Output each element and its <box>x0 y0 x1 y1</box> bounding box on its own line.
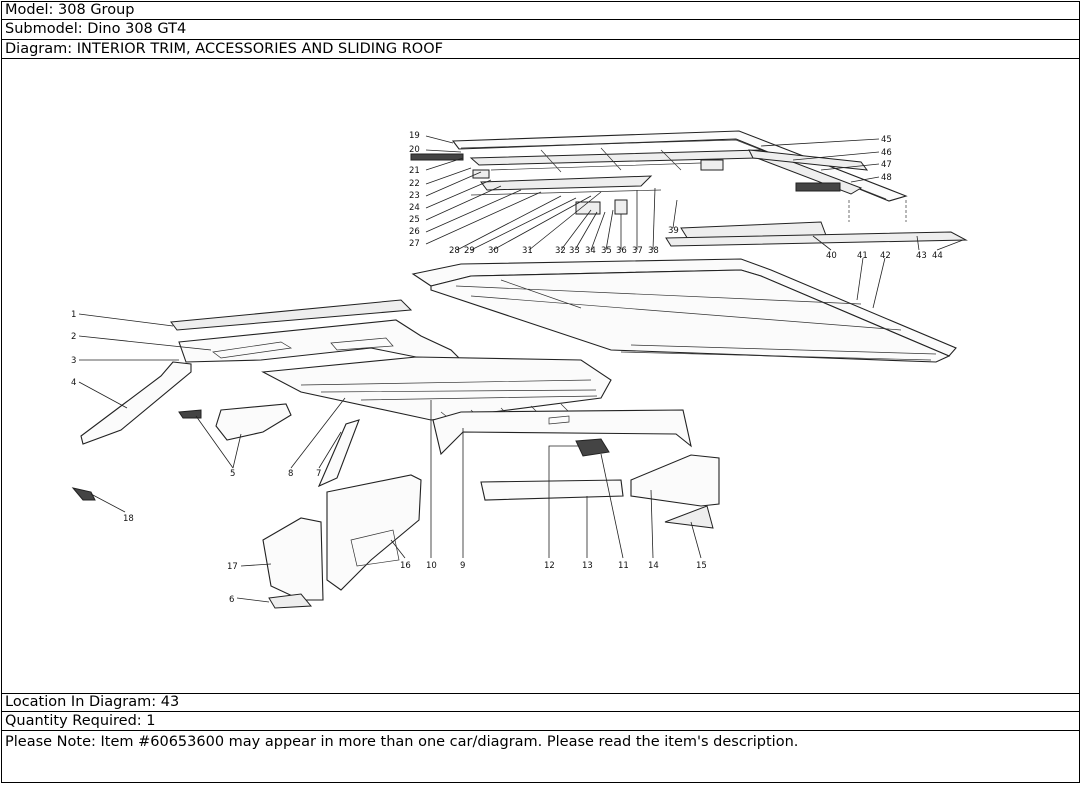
callout-40: 40 <box>826 251 837 261</box>
callout-32: 32 <box>555 246 566 256</box>
callout-12: 12 <box>544 561 555 571</box>
callout-29: 29 <box>464 246 475 256</box>
callout-39: 39 <box>668 226 679 236</box>
callout-20: 20 <box>409 145 420 155</box>
callout-14: 14 <box>648 561 659 571</box>
callout-38: 38 <box>648 246 659 256</box>
callout-41: 41 <box>857 251 868 261</box>
callout-1: 1 <box>71 310 77 320</box>
diagram-title: Diagram: INTERIOR TRIM, ACCESSORIES AND SLIDING ROOF <box>1 40 1080 59</box>
callout-27: 27 <box>409 239 420 249</box>
callout-6: 6 <box>229 595 235 605</box>
callout-4: 4 <box>71 378 77 388</box>
callout-9: 9 <box>460 561 466 571</box>
callout-45: 45 <box>881 135 892 145</box>
callout-17: 17 <box>227 562 238 572</box>
model-line: Model: 308 Group <box>1 1 1080 20</box>
callout-42: 42 <box>880 251 891 261</box>
callout-35: 35 <box>601 246 612 256</box>
callout-8: 8 <box>288 469 294 479</box>
callout-25: 25 <box>409 215 420 225</box>
callout-48: 48 <box>881 173 892 183</box>
callout-24: 24 <box>409 203 420 213</box>
location-in-diagram: Location In Diagram: 43 <box>1 693 1080 712</box>
callout-11: 11 <box>618 561 629 571</box>
callout-3: 3 <box>71 356 77 366</box>
callout-18: 18 <box>123 514 134 524</box>
roof-panel <box>413 259 956 362</box>
callout-46: 46 <box>881 148 892 158</box>
callout-7: 7 <box>316 469 322 479</box>
callout-43: 43 <box>916 251 927 261</box>
callout-31: 31 <box>522 246 533 256</box>
callout-30: 30 <box>488 246 499 256</box>
callout-33: 33 <box>569 246 580 256</box>
callout-36: 36 <box>616 246 627 256</box>
callout-44: 44 <box>932 251 943 261</box>
callout-13: 13 <box>582 561 593 571</box>
parts-diagram-drawing <box>1 59 1080 693</box>
callout-10: 10 <box>426 561 437 571</box>
callout-21: 21 <box>409 166 420 176</box>
callout-37: 37 <box>632 246 643 256</box>
callout-16: 16 <box>400 561 411 571</box>
callout-34: 34 <box>585 246 596 256</box>
callout-5: 5 <box>230 469 236 479</box>
item-note: Please Note: Item #60653600 may appear in more than one car/diagram. Please read the item's description. <box>5 734 799 750</box>
callout-2: 2 <box>71 332 77 342</box>
callout-28: 28 <box>449 246 460 256</box>
callout-26: 26 <box>409 227 420 237</box>
submodel-line: Submodel: Dino 308 GT4 <box>1 20 1080 40</box>
parts-diagram <box>1 59 1080 694</box>
callout-47: 47 <box>881 160 892 170</box>
quantity-required: Quantity Required: 1 <box>1 712 1080 731</box>
callout-15: 15 <box>696 561 707 571</box>
callout-22: 22 <box>409 179 420 189</box>
callout-19: 19 <box>409 131 420 141</box>
callout-23: 23 <box>409 191 420 201</box>
